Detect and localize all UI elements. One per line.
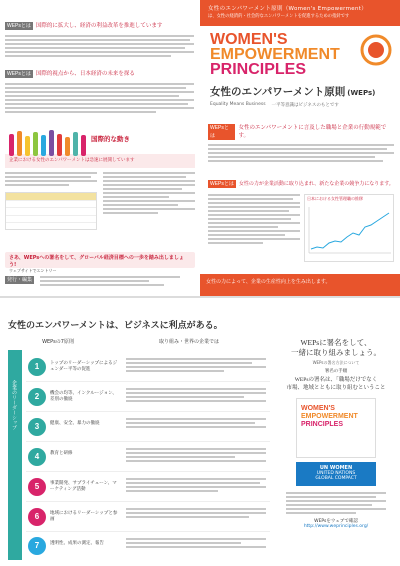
section-body bbox=[208, 144, 394, 162]
section-title: 国際的に拡大し、経済の利益改革を推進しています bbox=[35, 23, 163, 29]
header-line-2: は、女性の経済的・社会的なエンパワーメントを促進するための指針です bbox=[208, 14, 350, 19]
page-1 bbox=[0, 0, 200, 296]
principle-number: 2 bbox=[28, 388, 46, 406]
principle-title: 機会の均等、インクルージョン、差別の撤廃 bbox=[50, 391, 117, 402]
un-gc-text: GLOBAL COMPACT bbox=[315, 476, 357, 481]
p2-section-2 bbox=[208, 180, 394, 188]
section-body bbox=[208, 194, 300, 244]
subtitle-en: Equality Means Business bbox=[210, 102, 266, 107]
page-2-footer bbox=[200, 274, 400, 296]
section-2 bbox=[5, 70, 194, 113]
logo-line-3: PRINCIPLES bbox=[210, 61, 307, 78]
right-column bbox=[103, 172, 195, 214]
section-tag: WEPsとは bbox=[208, 124, 235, 140]
column-body bbox=[103, 172, 195, 214]
logo-card bbox=[296, 398, 376, 458]
wep-logo bbox=[210, 32, 340, 77]
signup-title-1: WEPsに署名をして、 bbox=[300, 338, 372, 347]
page-2 bbox=[200, 0, 400, 296]
logo-line-1: WOMEN'S bbox=[210, 31, 288, 48]
side-band-label: 企業のリーダーシップ bbox=[11, 380, 17, 430]
principle-examples bbox=[126, 388, 266, 402]
signup-panel bbox=[280, 338, 392, 560]
column-body bbox=[5, 172, 97, 186]
logo-swirl-icon bbox=[356, 30, 396, 84]
cta-subtext: ウェブサイトでエントリー bbox=[9, 268, 57, 273]
principle-title: 透明性、成果の測定、報告 bbox=[50, 541, 104, 546]
signup-body bbox=[280, 376, 392, 392]
principle-row bbox=[26, 412, 270, 442]
principle-number: 6 bbox=[28, 508, 46, 526]
section-tag: WEPsとは bbox=[210, 181, 234, 187]
section-body bbox=[5, 35, 194, 57]
principle-row bbox=[26, 382, 270, 412]
page-2-header bbox=[200, 0, 400, 26]
signup-title-2: 一緒に取り組みましょう。 bbox=[291, 348, 381, 357]
section-body bbox=[5, 83, 194, 113]
table-header bbox=[8, 338, 270, 348]
banner-subtitle: 企業における女性のエンパワーメントは急速に展開しています bbox=[9, 158, 135, 163]
heading bbox=[210, 84, 375, 99]
footer-label: 発行・編集 bbox=[7, 277, 33, 283]
signup-details bbox=[280, 492, 392, 514]
footer bbox=[5, 276, 195, 286]
logo-graphic bbox=[356, 30, 396, 84]
footer-text: 女性の力によって、企業の生産性向上を生み出します。 bbox=[206, 279, 331, 285]
section-title: 女性のエンパワーメントに言及した職場と企業の行動規範です。 bbox=[238, 125, 387, 139]
principle-row bbox=[26, 472, 270, 502]
principle-list bbox=[26, 352, 270, 560]
signup-body-1: WEPsの署名は、「職場だけでなく bbox=[294, 377, 378, 383]
principle-title: 地域におけるリーダーシップと参画 bbox=[50, 511, 118, 522]
principle-title: トップのリーダーシップによるジェンダー平等の促進 bbox=[50, 361, 118, 372]
line-chart bbox=[304, 194, 394, 262]
web-label: WEPsをウェブで確認 bbox=[314, 519, 358, 524]
chart-title: 日本における女性管理職の推移 bbox=[307, 196, 363, 201]
p2-section-1 bbox=[208, 124, 394, 162]
left-column bbox=[5, 172, 97, 230]
principle-title: 事業開発、サプライチェーン、マーケティング活動 bbox=[50, 481, 117, 492]
subtitle bbox=[210, 102, 339, 108]
principle-title: 健康、安全、暴力の撤廃 bbox=[50, 421, 100, 426]
principles-panel bbox=[8, 338, 270, 560]
p2-section-2-body bbox=[208, 194, 300, 244]
principle-examples bbox=[126, 478, 266, 492]
signup-steps: 署名の手順 bbox=[324, 369, 348, 374]
col-header-principles: WEPsの7原則 bbox=[42, 339, 74, 345]
page-3 bbox=[0, 298, 400, 566]
principle-examples bbox=[126, 508, 266, 518]
cta-box bbox=[5, 252, 195, 273]
card-logo bbox=[301, 405, 358, 429]
section-title: 国際的視点から、日本経済の未来を探る bbox=[35, 71, 135, 77]
un-nations-text: UNITED NATIONS bbox=[316, 471, 356, 476]
principle-row bbox=[26, 502, 270, 532]
principle-row bbox=[26, 352, 270, 382]
footer-body bbox=[40, 276, 195, 286]
principle-number: 4 bbox=[28, 448, 46, 466]
principle-row bbox=[26, 532, 270, 560]
principle-number: 5 bbox=[28, 478, 46, 496]
card-logo-3: PRINCIPLES bbox=[301, 421, 344, 428]
data-table bbox=[5, 192, 97, 230]
col-header-examples: 取り組み・世界の企業では bbox=[158, 339, 219, 345]
main-heading: 女性のエンパワーメント原則 bbox=[210, 87, 346, 98]
subtitle-jp: 一平等意識はビジネスのもとです bbox=[271, 103, 339, 108]
header-line-1: 女性のエンパワーメント原則（Women's Empowerment） bbox=[208, 6, 367, 12]
card-logo-1: WOMEN'S bbox=[301, 405, 335, 412]
banner-title: 国際的な動き bbox=[91, 135, 130, 143]
side-band bbox=[8, 350, 22, 560]
signup-body-2: 市場、地域とともに取り組むということ bbox=[286, 385, 386, 391]
principle-examples bbox=[126, 538, 266, 548]
principle-number: 1 bbox=[28, 358, 46, 376]
section-tag: WEPsとは bbox=[7, 23, 31, 29]
section-1 bbox=[5, 22, 194, 57]
principle-examples bbox=[126, 418, 266, 428]
cta-text: さあ、WEPsへの署名をして、グローバル経済目標への一歩を踏み出しましょう! bbox=[9, 255, 184, 268]
principle-row bbox=[26, 442, 270, 472]
signup-title bbox=[280, 338, 392, 358]
principle-examples bbox=[126, 448, 266, 462]
un-logo-block bbox=[296, 462, 376, 486]
page-3-title: 女性のエンパワーメントは、ビジネスに利点がある。 bbox=[8, 320, 223, 330]
section-title: 女性の力が企業活動に取り込まれ、新たな企業の競争力になります。 bbox=[238, 181, 394, 187]
section-tag: WEPsとは bbox=[7, 71, 31, 77]
signup-note: WEPsの署名方法について bbox=[312, 360, 360, 365]
card-logo-2: EMPOWERMENT bbox=[301, 413, 358, 420]
banner-hands bbox=[5, 128, 195, 168]
logo-line-2: EMPOWERMENT bbox=[210, 46, 340, 63]
heading-suffix: (WEPs) bbox=[347, 89, 376, 97]
un-women-text: UN WOMEN bbox=[319, 465, 353, 471]
principle-title: 教育と研修 bbox=[50, 451, 73, 456]
principle-number: 3 bbox=[28, 418, 46, 436]
principle-number: 7 bbox=[28, 537, 46, 555]
wep-url-link[interactable]: http://www.weprinciples.org/ bbox=[303, 524, 369, 529]
principle-examples bbox=[126, 358, 266, 372]
chart-plot bbox=[305, 203, 393, 261]
